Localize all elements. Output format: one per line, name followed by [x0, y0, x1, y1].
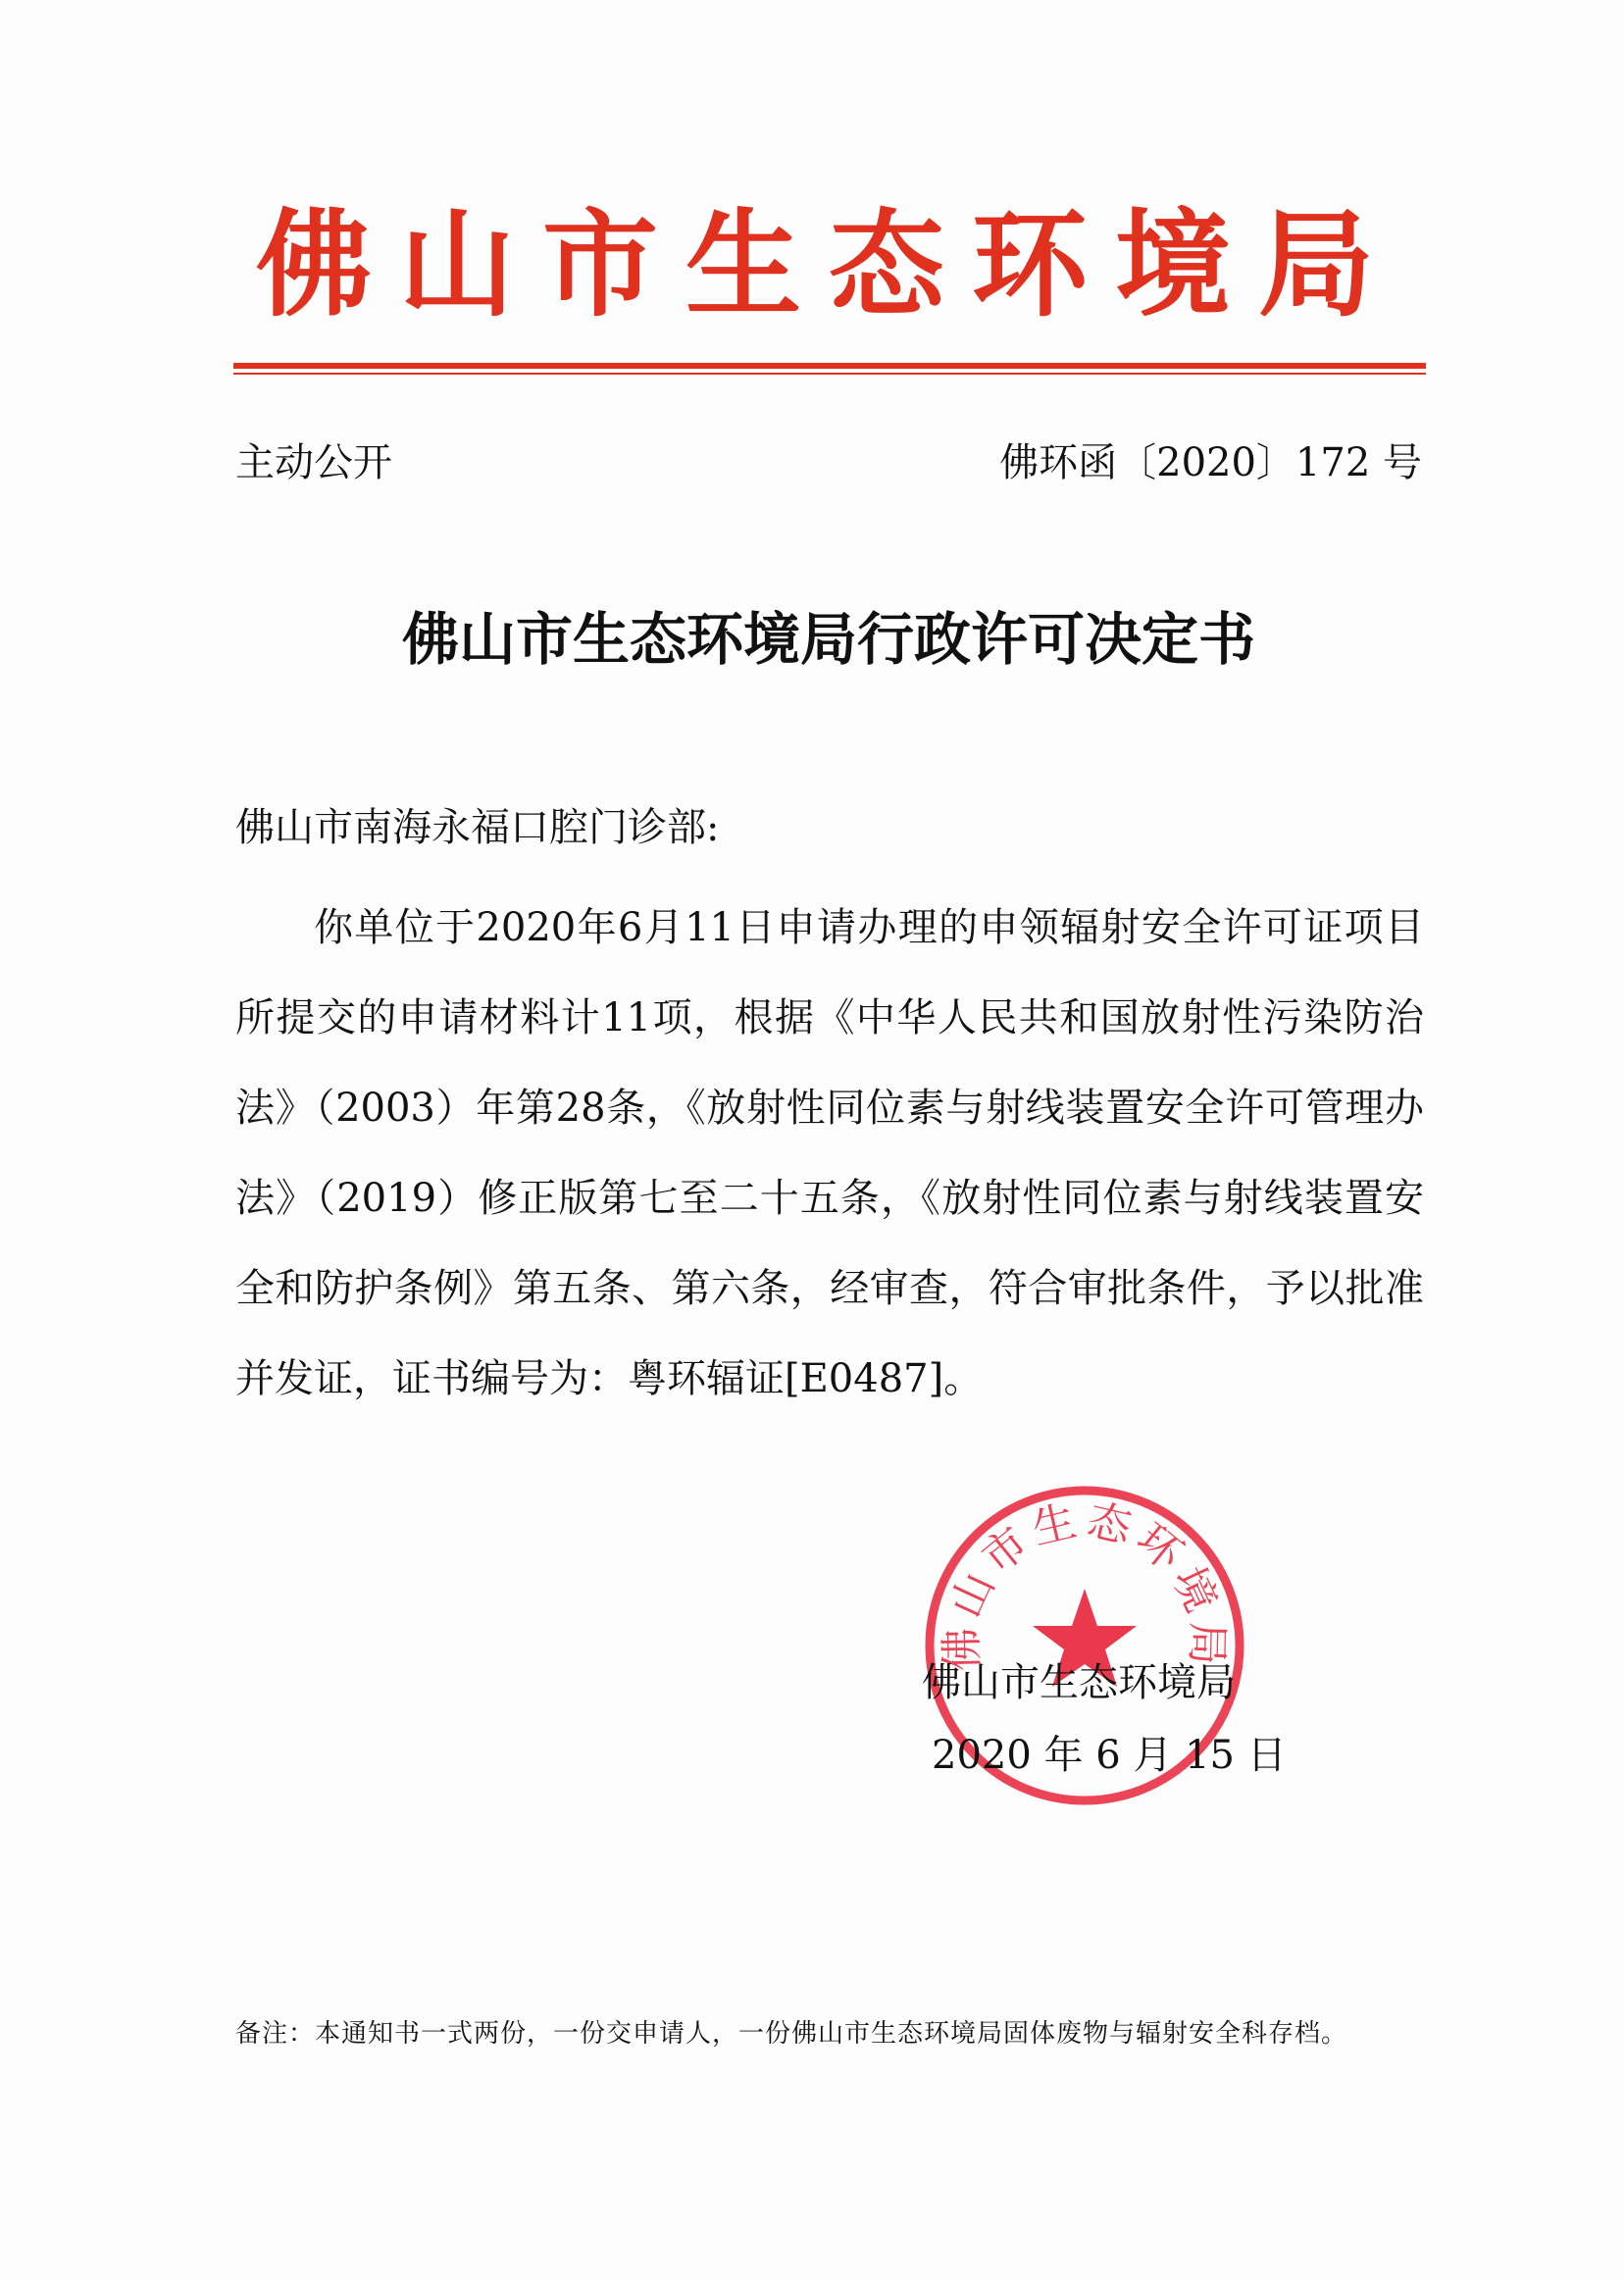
letterhead-red-line — [233, 363, 1426, 369]
letterhead-title: 佛山市生态环境局 — [255, 196, 1401, 332]
disclosure-label: 主动公开 — [235, 440, 392, 485]
body-paragraph: 你单位于2020年6月11日申请办理的申领辐射安全许可证项目所提交的申请材料计11项，根据《中华人民共和国放射性污染防治法》（2003）年第28条，《放射性同位素与射线装置安全许可管理办法》（2019）修正版第七至二十五条，《放射性同位素与射线装置安全和防护条例》第五条、第六条，经审查，符合审批条件，予以批准并发证，证书编号为：粤环辐证[E0487]。 — [235, 905, 1424, 1401]
document-title: 佛山市生态环境局行政许可决定书 — [401, 606, 1255, 673]
signer-organization: 佛山市生态环境局 — [922, 1660, 1236, 1705]
letterhead-red-line-thin — [233, 373, 1426, 375]
footnote: 备注：本通知书一式两份，一份交申请人，一份佛山市生态环境局固体废物与辐射安全科存档。 — [235, 2019, 1348, 2049]
signature-date: 2020 年 6 月 15 日 — [932, 1733, 1287, 1778]
addressee: 佛山市南海永福口腔门诊部: — [235, 805, 720, 850]
svg-text:佛山市生态环境局: 佛山市生态环境局 — [937, 1495, 1233, 1672]
document-number: 佛环函〔2020〕172 号 — [999, 440, 1422, 485]
